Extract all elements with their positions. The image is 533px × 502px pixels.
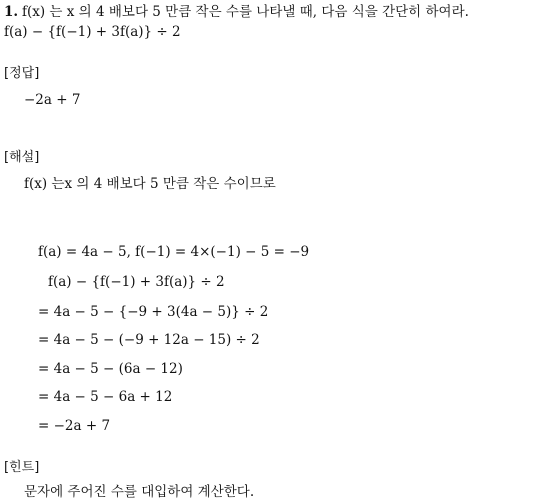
problem-expression: f(a) − {f(−1) + 3f(a)} ÷ 2 (4, 24, 181, 40)
explanation-step: f(a) = 4a − 5, f(−1) = 4×(−1) − 5 = −9 (38, 244, 310, 260)
problem-number: 1. (4, 4, 19, 20)
problem-text: f(x) 는 x 의 4 배보다 5 만큼 작은 수를 나타낼 때, 다음 식을 간단히 하여라. (22, 4, 469, 20)
explanation-step: = 4a − 5 − (6a − 12) (38, 361, 183, 377)
explanation-step: = 4a − 5 − (−9 + 12a − 15) ÷ 2 (38, 332, 260, 348)
explanation-step: = −2a + 7 (38, 418, 111, 434)
hint-text: 문자에 주어진 수를 대입하여 계산한다. (24, 484, 255, 500)
answer-value: −2a + 7 (24, 92, 81, 108)
hint-label: [힌트] (4, 460, 40, 475)
explanation-step: f(a) − {f(−1) + 3f(a)} ÷ 2 (48, 274, 225, 290)
explanation-label: [해설] (4, 150, 40, 165)
explanation-intro: f(x) 는x 의 4 배보다 5 만큼 작은 수이므로 (24, 176, 276, 192)
explanation-step: = 4a − 5 − {−9 + 3(4a − 5)} ÷ 2 (38, 304, 269, 320)
explanation-step: = 4a − 5 − 6a + 12 (38, 389, 173, 405)
answer-label: [정답] (4, 66, 40, 81)
